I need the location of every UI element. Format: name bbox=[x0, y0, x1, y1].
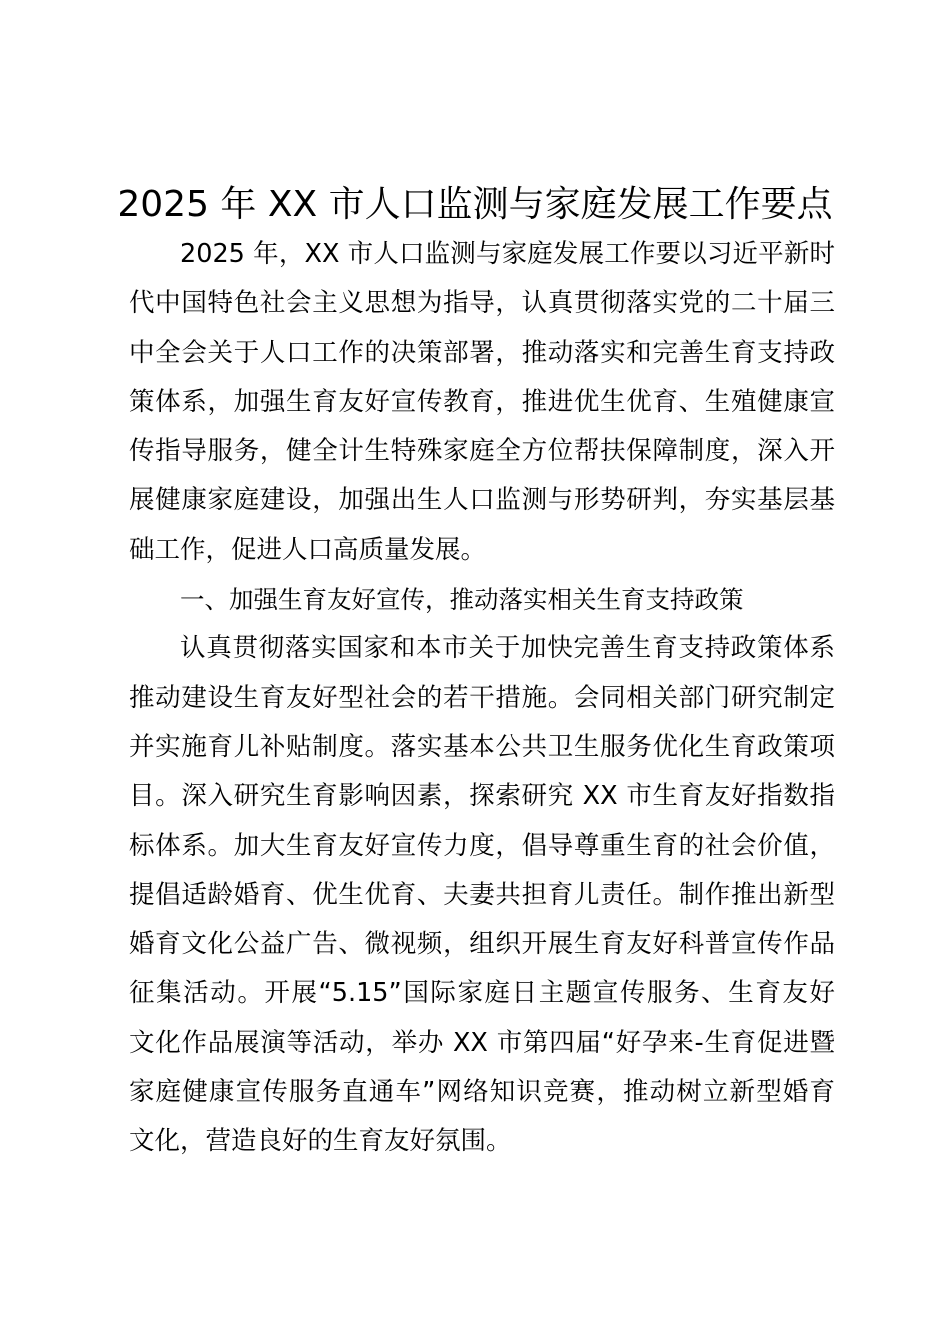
section1-line: 推动建设生育友好型社会的若干措施。会同相关部门研究制定 bbox=[129, 682, 835, 713]
intro-line: 策体系，加强生育友好宣传教育，推进优生优育、生殖健康宣 bbox=[129, 386, 835, 417]
section1-line: 文化，营造良好的生育友好氛围。 bbox=[129, 1126, 512, 1157]
section1-line: 标体系。加大生育友好宣传力度，倡导尊重生育的社会价值， bbox=[129, 830, 835, 861]
section1-line: 提倡适龄婚育、优生优育、夫妻共担育儿责任。制作推出新型 bbox=[129, 879, 835, 910]
intro-line: 中全会关于人口工作的决策部署，推动落实和完善生育支持政 bbox=[129, 337, 835, 368]
section1-line: 认真贯彻落实国家和本市关于加快完善生育支持政策体系 bbox=[180, 633, 835, 664]
section1-paragraph bbox=[129, 624, 835, 1166]
document-body bbox=[129, 230, 835, 1167]
section1-line: 婚育文化公益广告、微视频，组织开展生育友好科普宣传作品 bbox=[129, 929, 835, 960]
intro-line: 传指导服务，健全计生特殊家庭全方位帮扶保障制度，深入开 bbox=[129, 436, 835, 467]
section1-line: 并实施育儿补贴制度。落实基本公共卫生服务优化生育政策项 bbox=[129, 731, 835, 762]
intro-paragraph bbox=[129, 230, 835, 575]
intro-line: 展健康家庭建设，加强出生人口监测与形势研判，夯实基层基 bbox=[129, 485, 835, 516]
section1-line: 家庭健康宣传服务直通车”网络知识竞赛，推动树立新型婚育 bbox=[129, 1077, 835, 1108]
intro-line: 代中国特色社会主义思想为指导，认真贯彻落实党的二十届三 bbox=[129, 288, 835, 319]
section1-line: 征集活动。开展“5.15”国际家庭日主题宣传服务、生育友好 bbox=[129, 978, 835, 1009]
section1-line: 目。深入研究生育影响因素，探索研究 XX 市生育友好指数指 bbox=[129, 781, 835, 812]
intro-line: 2025 年，XX 市人口监测与家庭发展工作要以习近平新时 bbox=[180, 239, 835, 269]
section1-line: 文化作品展演等活动，举办 XX 市第四届“好孕来-生育促进暨 bbox=[129, 1027, 835, 1058]
document-title: 2025 年 XX 市人口监测与家庭发展工作要点 bbox=[117, 184, 833, 225]
intro-line: 础工作，促进人口高质量发展。 bbox=[129, 534, 487, 565]
section-heading: 一、加强生育友好宣传，推动落实相关生育支持政策 bbox=[180, 585, 744, 615]
